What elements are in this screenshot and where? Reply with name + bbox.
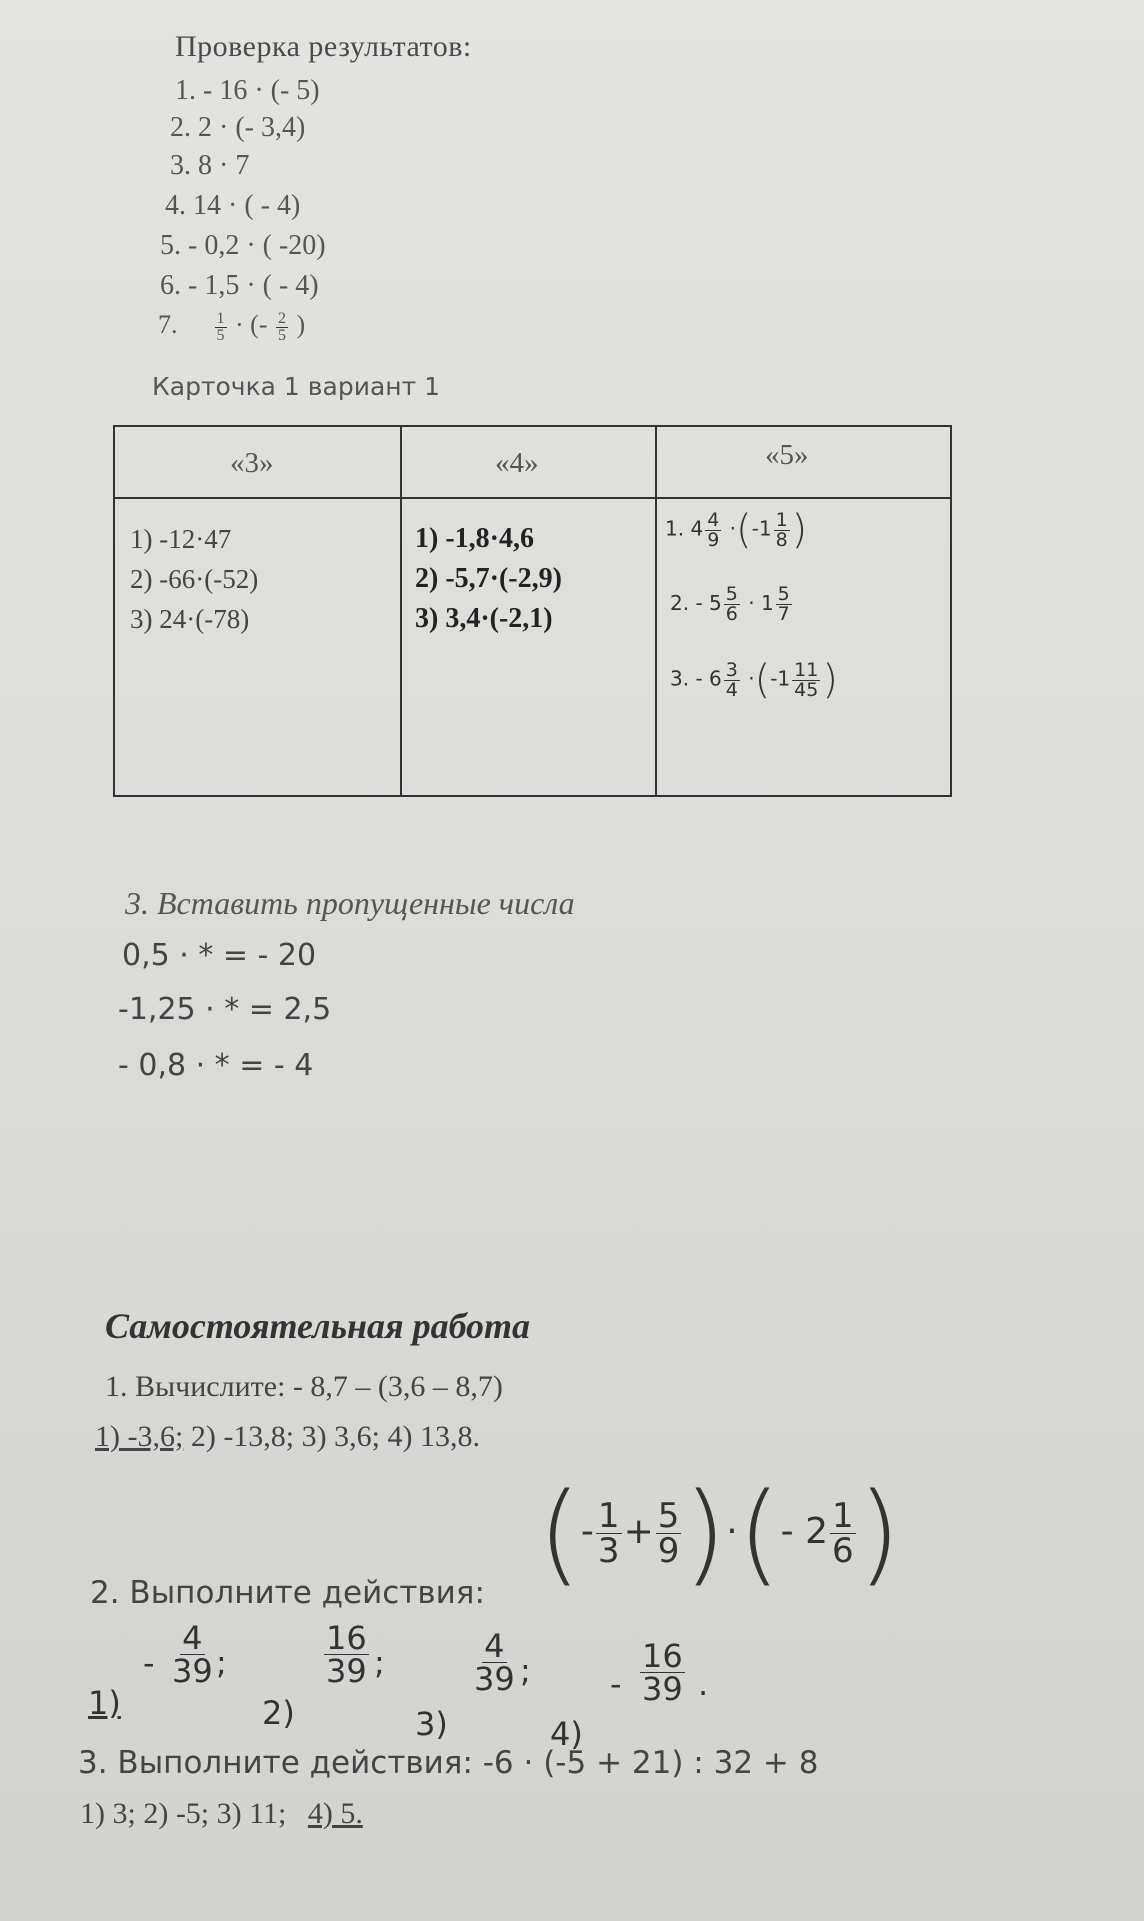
task3-line-1: 0,5 · * = - 20: [122, 938, 317, 973]
check-item-6: 6. - 1,5 · ( - 4): [160, 270, 319, 301]
card-table: [113, 425, 952, 797]
task-item: 3) 24·(-78): [130, 604, 250, 634]
check-item-1: 1. - 16 · (- 5): [175, 75, 320, 106]
check-title: Проверка результатов:: [175, 30, 472, 63]
answer-selected: 4) 5.: [307, 1797, 363, 1830]
independent-work-title: Самостоятельная работа: [105, 1306, 531, 1346]
task-item: 2) -66·(-52): [130, 564, 259, 594]
fraction: $\frac{1}{5}$: [216, 309, 225, 344]
column-grade-5-item-3: 3. - 6 $\frac{3}{4}$ ·(-1 $\frac{11}{45}$ ): [670, 657, 838, 703]
card-title: Карточка 1 вариант 1: [152, 372, 441, 401]
check-item-2: 2. 2 · (- 3,4): [170, 112, 306, 143]
table-divider: [115, 497, 950, 499]
task-item: 1) -12·47: [130, 524, 232, 554]
question-2-expression: (- $\frac{1}{3}$ + $\frac{5}{9}$ )·(- 2 $\frac{1}{6}$ ): [538, 1469, 901, 1597]
task-item: 2) -5,7·(-2,9): [415, 563, 562, 594]
answer-selected: 1) -3,6;: [95, 1420, 184, 1453]
task3-title: 3. Вставить пропущенные числа: [125, 885, 575, 921]
check-item-5: 5. - 0,2 · ( -20): [160, 230, 326, 261]
question-1-answers: [95, 1420, 480, 1454]
answer-options: 2) -13,8; 3) 3,6; 4) 13,8.: [190, 1420, 480, 1453]
task-item: 3) 3,4·(-2,1): [415, 603, 553, 634]
header-grade-5: «5»: [765, 439, 809, 471]
table-divider: [400, 427, 402, 795]
check-item-3: 3. 8 · 7: [170, 150, 250, 181]
column-grade-3: [130, 519, 258, 639]
answer-options: 1) 3; 2) -5; 3) 11;: [80, 1797, 287, 1830]
fraction: $\frac{2}{5}$: [277, 309, 286, 344]
table-divider: [655, 427, 657, 795]
check-item-7: 7. $\frac{1}{5}$ · (- $\frac{2}{5}$ ): [158, 309, 306, 344]
task3-line-2: -1,25 · * = 2,5: [118, 992, 332, 1027]
check-item-4: 4. 14 · ( - 4): [165, 190, 301, 221]
task-item: 1) -1,8·4,6: [415, 523, 534, 554]
column-grade-5-item-1: 1. 4 $\frac{4}{9}$ ·(-1 $\frac{1}{8}$ ): [665, 507, 808, 553]
header-grade-4: «4»: [495, 447, 539, 479]
question-3-answers: [80, 1797, 363, 1831]
header-grade-3: «3»: [230, 447, 274, 479]
question-3: 3. Выполните действия: -6 · (-5 + 21) : 32 + 8: [78, 1745, 819, 1781]
question-2: 2. Выполните действия:: [90, 1575, 485, 1611]
worksheet-page: Проверка результатов: 1. - 16 · (- 5) 2. 2 · (- 3,4) 3. 8 · 7 4. 14 · ( - 4) 5. - 0,2 · ( -20) 6. - 1,5 · ( - 4) 7. $\frac{1}{5}$ · (- $\frac{2}{5}$ ) Карточка 1 вариант 1 «3» «4» «5» 1) -12·47 2) -66·(-52) 3) 24·(-78) 1) -1,8·4,6 2) -5,7·(-2,9) 3) 3,4·(-2,1) 1. 4 $\frac{4}{9}$ ·(-1 $\frac{1}{8}$ ) 2. - 5 $\frac{5}{6}$ · 1 $\frac{5}{7}$ 3. - 6 $\frac{3}{4}$ ·(-1 $\frac{11}{45}$ ) 3. Вставить пропущенные числа 0,5 · * = - 20 -1,25 · * = 2,5 - 0,8 · * = - 4 Самостоятельная работа 1. Вычислите: - 8,7 – (3,6 – 8,7) 1) -3,6; 2) -13,8; 3) 3,6; 4) 13,8. 2. Выполните действия: (- $\frac{1}{3}$ + $\frac{5}{9}$ )·(- 2 $\frac{1}{6}$ ) 1) - $\frac{4}{39}$ ; 2) $\frac{16}{39}$ ; 3) $\frac{4}{39}$ ; 4) - $\frac{16}{39}$ . 3. Выполните действия: -6 · (-5 + 21) : 32 + 8 1) 3; 2) -5; 3) 11; 4) 5.: [0, 0, 1144, 1921]
task3-line-3: - 0,8 · * = - 4: [118, 1048, 314, 1083]
column-grade-5-item-2: 2. - 5 $\frac{5}{6}$ · 1 $\frac{5}{7}$: [670, 583, 790, 625]
question-1: 1. Вычислите: - 8,7 – (3,6 – 8,7): [105, 1370, 503, 1403]
column-grade-4: [415, 519, 562, 639]
